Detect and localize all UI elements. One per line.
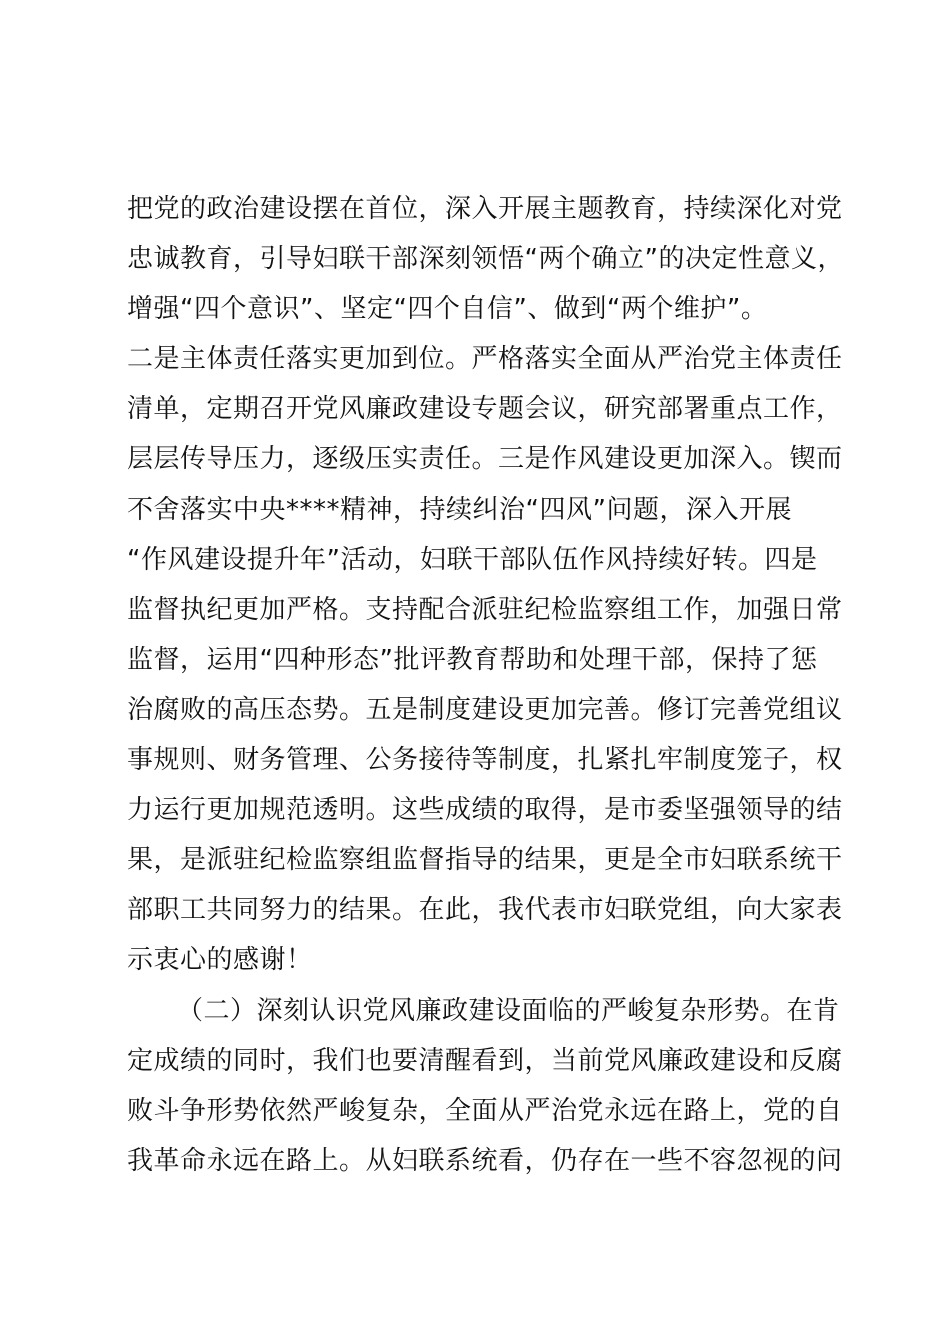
text-line: 忠诚教育，引导妇联干部深刻领悟“两个确立”的决定性意义， [127,244,844,275]
section-heading-line: （二）深刻认识党风廉政建设面临的严峻复杂形势。在肯 [177,995,840,1026]
text-line: 事规则、财务管理、公务接待等制度，扎紧扎牢制度笼子，权 [127,745,843,776]
text-line: 增强“四个意识”、坚定“四个自信”、做到“两个维护”。 [127,294,768,325]
text-line: 我革命永远在路上。从妇联系统看，仍存在一些不容忽视的问 [127,1145,843,1176]
text-line: 层层传导压力，逐级压实责任。三是作风建设更加深入。锲而 [127,444,843,475]
text-line: 定成绩的同时，我们也要清醒看到，当前党风廉政建设和反腐 [127,1045,843,1076]
text-line: 二是主体责任落实更加到位。严格落实全面从严治党主体责任 [127,344,843,375]
text-line: 示衷心的感谢！ [127,945,313,976]
text-line: 败斗争形势依然严峻复杂，全面从严治党永远在路上，党的自 [127,1095,843,1126]
text-line: 果，是派驻纪检监察组监督指导的结果，更是全市妇联系统干 [127,845,843,876]
text-line: 监督，运用“四种形态”批评教育帮助和处理干部，保持了惩 [127,644,818,675]
text-line: “作风建设提升年”活动，妇联干部队伍作风持续好转。四是 [127,544,818,575]
text-line: 不舍落实中央****精神，持续纠治“四风”问题，深入开展 [127,494,792,525]
text-line: 力运行更加规范透明。这些成绩的取得，是市委坚强领导的结 [127,795,843,826]
text-line: 治腐败的高压态势。五是制度建设更加完善。修订完善党组议 [127,694,843,725]
body-text [127,184,867,1186]
text-line: 部职工共同努力的结果。在此，我代表市妇联党组，向大家表 [127,895,843,926]
text-line: 清单，定期召开党风廉政建设专题会议，研究部署重点工作， [127,394,843,425]
text-line: 把党的政治建设摆在首位，深入开展主题教育，持续深化对党 [127,194,843,224]
text-line: 监督执纪更加严格。支持配合派驻纪检监察组工作，加强日常 [127,594,843,625]
